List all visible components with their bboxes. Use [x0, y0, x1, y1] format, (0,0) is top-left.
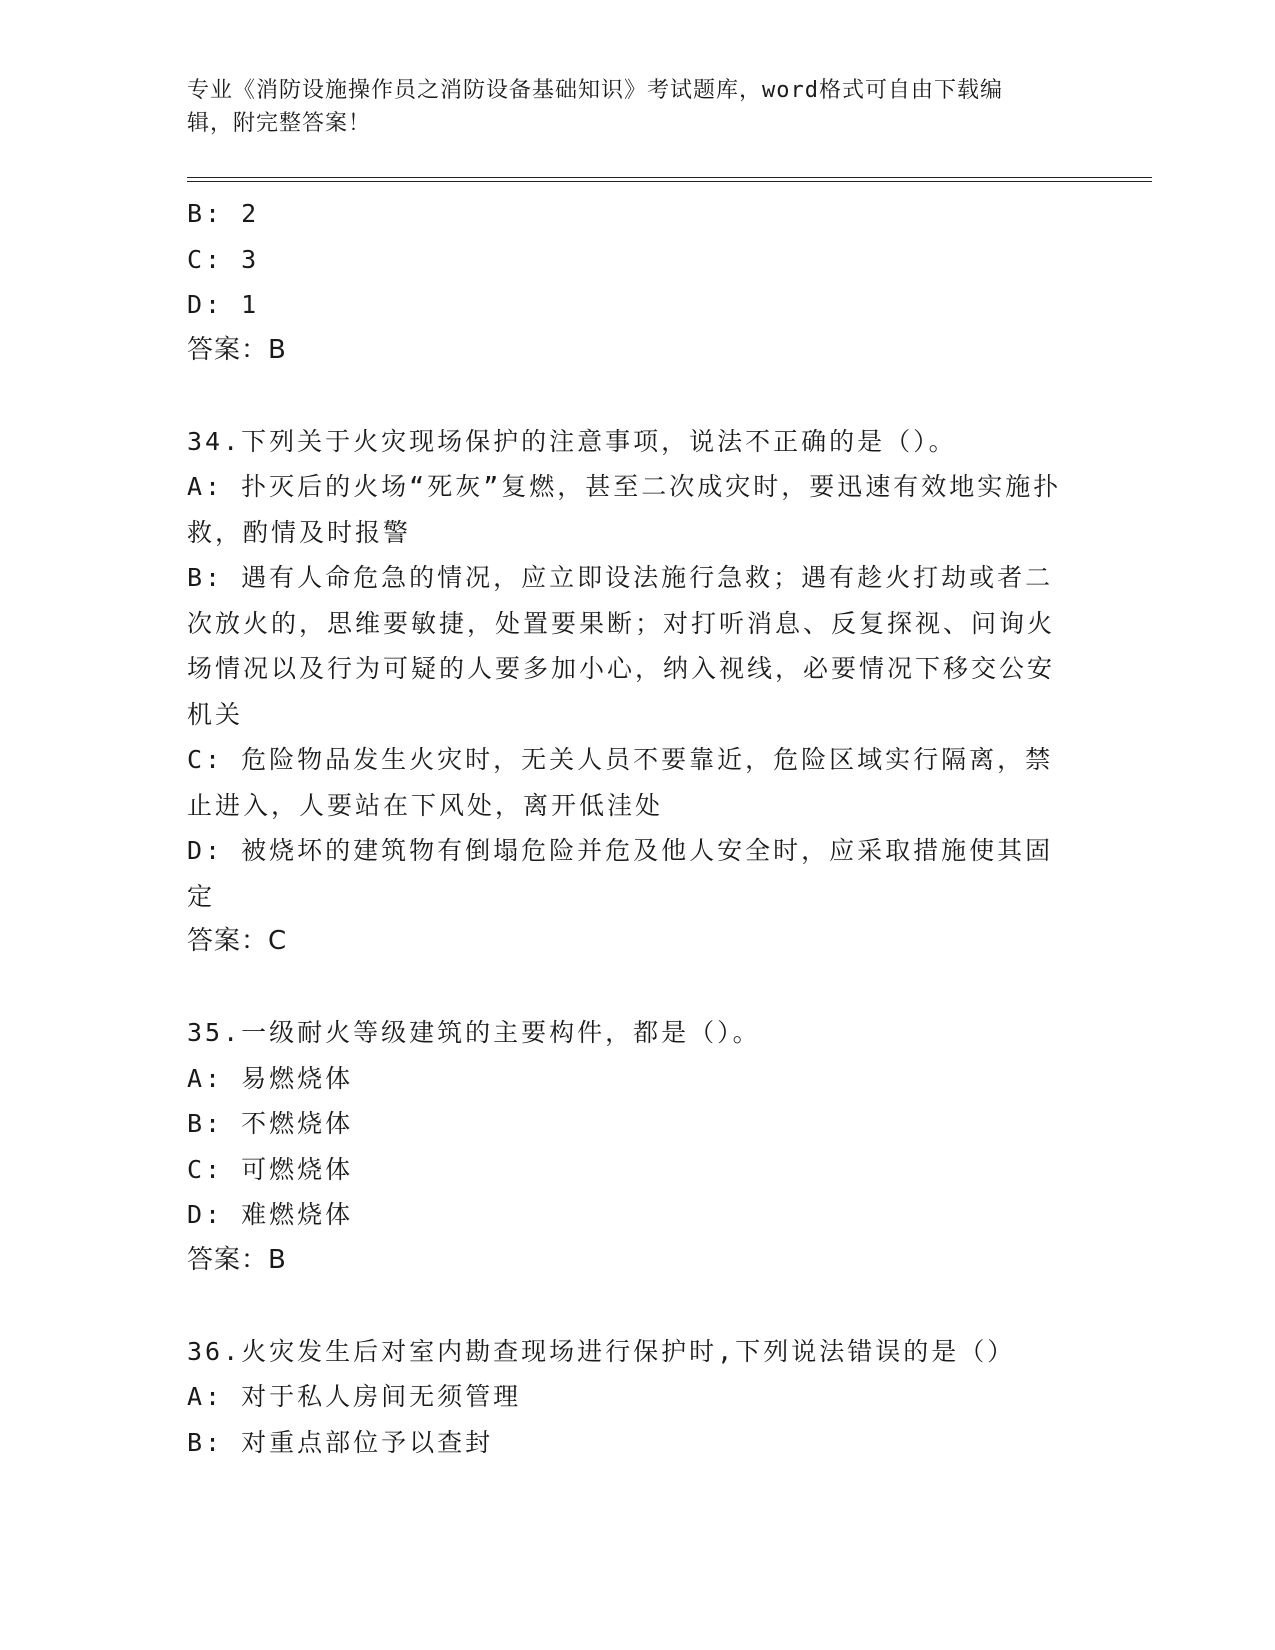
- question-34: [187, 419, 1077, 965]
- spacer: [187, 965, 1077, 1011]
- option-c: C: 3: [187, 244, 260, 274]
- spacer: [187, 373, 1077, 419]
- question-35: [187, 1010, 1077, 1283]
- question-stem: 35.一级耐火等级建筑的主要构件，都是（）。: [187, 1018, 761, 1047]
- question-list: [187, 191, 1077, 1465]
- answer: 答案：C: [187, 926, 288, 956]
- header-line-1: 专业《消防设施操作员之消防设备基础知识》考试题库，word格式可自由下载编: [187, 78, 1003, 103]
- option-b: B: 不燃烧体: [187, 1109, 354, 1138]
- question-36: [187, 1329, 1077, 1466]
- option-c: C: 可燃烧体: [187, 1154, 354, 1184]
- answer: 答案：B: [187, 334, 287, 365]
- question-33: [187, 191, 1077, 373]
- option-c: C: 危险物品发生火灾时，无关人员不要靠近，危险区域实行隔离，禁止进入，人要站在下风处，离开低洼处: [187, 745, 1054, 820]
- question-stem: 36.火灾发生后对室内勘查现场进行保护时,下列说法错误的是（）: [187, 1336, 1016, 1366]
- option-b: B: 遇有人命危急的情况，应立即设法施行急救；遇有趁火打劫或者二次放火的，思维要敏捷，处置要果断；对打听消息、反复探视、问询火场情况以及行为可疑的人要多加小心，纳入视线，必要情况下移交公安机关: [187, 563, 1056, 729]
- option-d: D: 1: [187, 290, 260, 319]
- header-divider: [187, 177, 1152, 182]
- header-line-2: 辑，附完整答案！: [187, 111, 372, 136]
- option-a: A: 对于私人房间无须管理: [187, 1382, 522, 1411]
- option-a: A: 易燃烧体: [187, 1063, 354, 1093]
- answer: 答案：B: [187, 1244, 287, 1275]
- option-d: D: 难燃烧体: [187, 1200, 354, 1229]
- option-b: B: 对重点部位予以查封: [187, 1427, 494, 1457]
- option-a: A: 扑灭后的火场“死灰”复燃，甚至二次成灾时，要迅速有效地实施扑救，酌情及时报警: [187, 472, 1062, 547]
- spacer: [187, 1283, 1077, 1329]
- option-b: B: 2: [187, 199, 260, 228]
- question-stem: 34.下列关于火灾现场保护的注意事项，说法不正确的是（）。: [187, 426, 957, 456]
- document-header: [187, 74, 1067, 140]
- option-d: D: 被烧坏的建筑物有倒塌危险并危及他人安全时，应采取措施使其固定: [187, 836, 1054, 911]
